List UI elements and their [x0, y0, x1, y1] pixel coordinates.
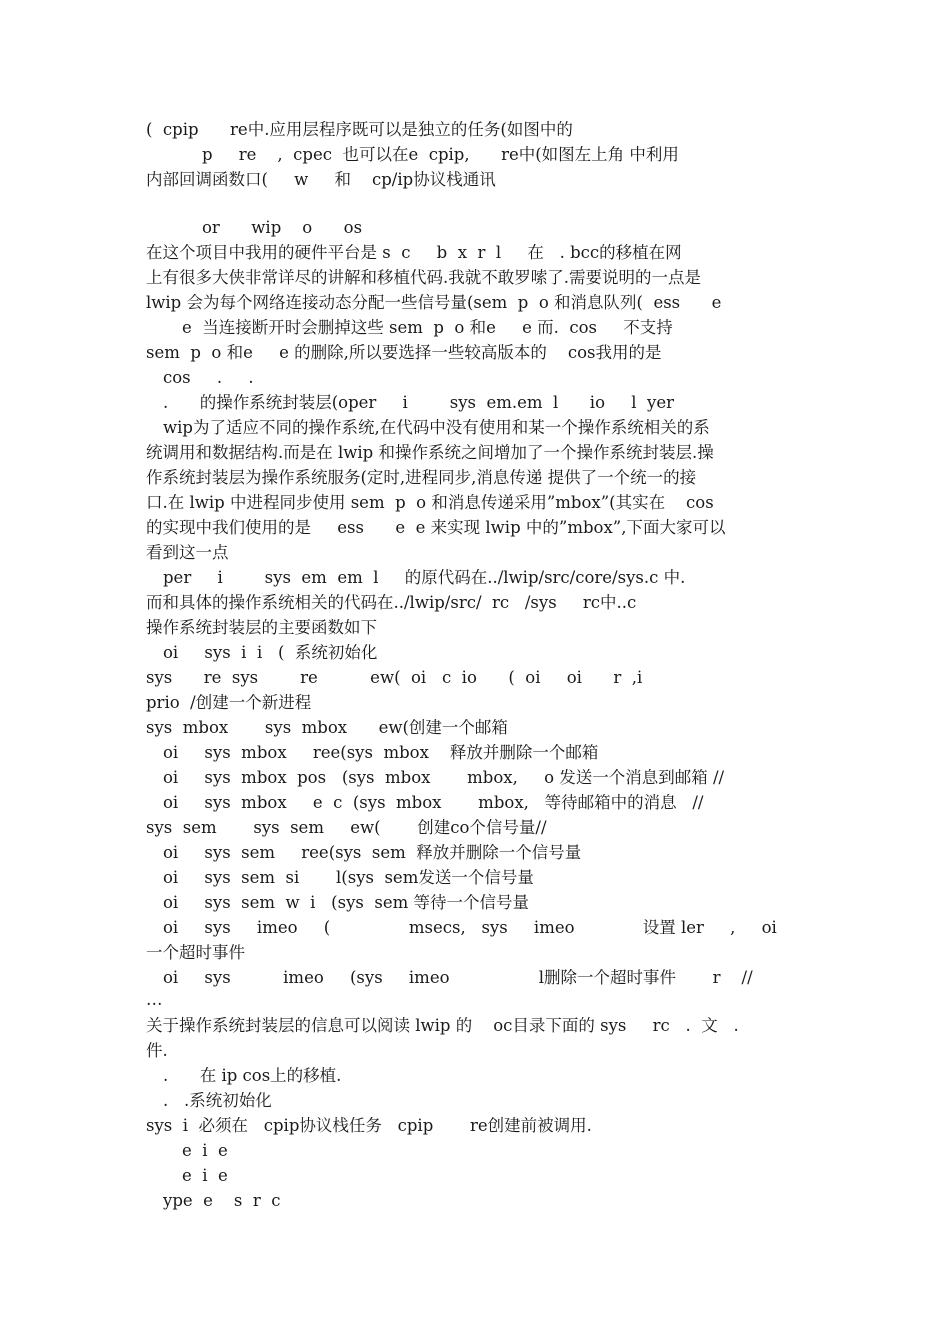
code-line: sys re sys re ew( oi c io ( oi oi r ,i [146, 668, 643, 687]
text-line: wip为了适应不同的操作系统,在代码中没有使用和某一个操作系统相关的系 [163, 418, 710, 437]
text-line: 内部回调函数口( w 和 cp/ip协议栈通讯 [146, 170, 496, 189]
text-line: 上有很多大侠非常详尽的讲解和移植代码.我就不敢罗嗦了.需要说明的一点是 [146, 268, 701, 287]
text-line: per i sys em em l 的原代码在../lwip/src/core/sys.c 中. [163, 568, 686, 587]
text-line: lwip 会为每个网络连接动态分配一些信号量(sem p o 和消息队列( ess e [146, 293, 722, 312]
code-line: oi sys sem ree(sys sem 释放并删除一个信号量 [163, 843, 582, 862]
code-line: e i e [182, 1141, 228, 1160]
text-line: 的实现中我们使用的是 ess e e 来实现 lwip 中的”mbox”,下面大家可以 [146, 518, 726, 537]
code-line: oi sys mbox pos (sys mbox mbox, o 发送一个消息到邮箱 // [163, 768, 725, 787]
code-line: oi sys imeo ( msecs, sys imeo 设置 ler , oi [163, 918, 777, 937]
code-line: oi sys sem si l(sys sem发送一个信号量 [163, 868, 534, 887]
section-heading: . 的操作系统封装层(oper i sys em.em l io l yer [163, 393, 674, 412]
text-line: sys i 必须在 cpip协议栈任务 cpip re创建前被调用. [146, 1116, 592, 1135]
text-line: 看到这一点 [146, 543, 229, 562]
text-line: ( cpip re中.应用层程序既可以是独立的任务(如图中的 [146, 120, 573, 139]
subsection-heading: . .系统初始化 [163, 1091, 272, 1110]
text-line: p re , cpec 也可以在e cpip, re中(如图左上角 中利用 [202, 145, 679, 164]
ellipsis-line: … [146, 990, 163, 1009]
text-line: 在这个项目中我用的硬件平台是 s c b x r l 在 . bcc的移植在网 [146, 243, 682, 262]
code-line: sys mbox sys mbox ew(创建一个邮箱 [146, 718, 508, 737]
code-line: sys sem sys sem ew( 创建co个信号量// [146, 818, 547, 837]
code-line: oi sys imeo (sys imeo l删除一个超时事件 r // [163, 968, 753, 987]
code-line: ype e s r c [163, 1191, 281, 1210]
text-line: e 当连接断开时会删掉这些 sem p o 和e e 而. cos 不支持 [182, 318, 673, 337]
code-line: oi sys i i ( 系统初始化 [163, 643, 378, 662]
text-line: 作系统封装层为操作系统服务(定时,进程同步,消息传递 提供了一个统一的接 [146, 468, 697, 487]
code-line: oi sys mbox e c (sys mbox mbox, 等待邮箱中的消息 // [163, 793, 704, 812]
text-line: 件. [146, 1041, 168, 1060]
text-line: 而和具体的操作系统相关的代码在../lwip/src/ rc /sys rc中..c [146, 593, 637, 612]
text-line: 关于操作系统封装层的信息可以阅读 lwip 的 oc目录下面的 sys rc . 文 . [146, 1016, 739, 1035]
text-line: sem p o 和e e 的删除,所以要选择一些较高版本的 cos我用的是 [146, 343, 662, 362]
text-line: 统调用和数据结构.而是在 lwip 和操作系统之间增加了一个操作系统封装层.操 [146, 443, 714, 462]
text-line: 操作系统封装层的主要函数如下 [146, 618, 377, 637]
text-line: 口.在 lwip 中进程同步使用 sem p o 和消息传递采用”mbox”(其实在 cos [146, 493, 714, 512]
section-heading: or wip o os [202, 218, 363, 237]
code-line: oi sys mbox ree(sys mbox 释放并删除一个邮箱 [163, 743, 599, 762]
code-line: e i e [182, 1166, 228, 1185]
section-heading: . 在 ip cos上的移植. [163, 1066, 342, 1085]
code-line: prio /创建一个新进程 [146, 693, 312, 712]
code-line: oi sys sem w i (sys sem 等待一个信号量 [163, 893, 529, 912]
text-line: cos . . [163, 368, 254, 387]
code-line: 一个超时事件 [146, 943, 245, 962]
